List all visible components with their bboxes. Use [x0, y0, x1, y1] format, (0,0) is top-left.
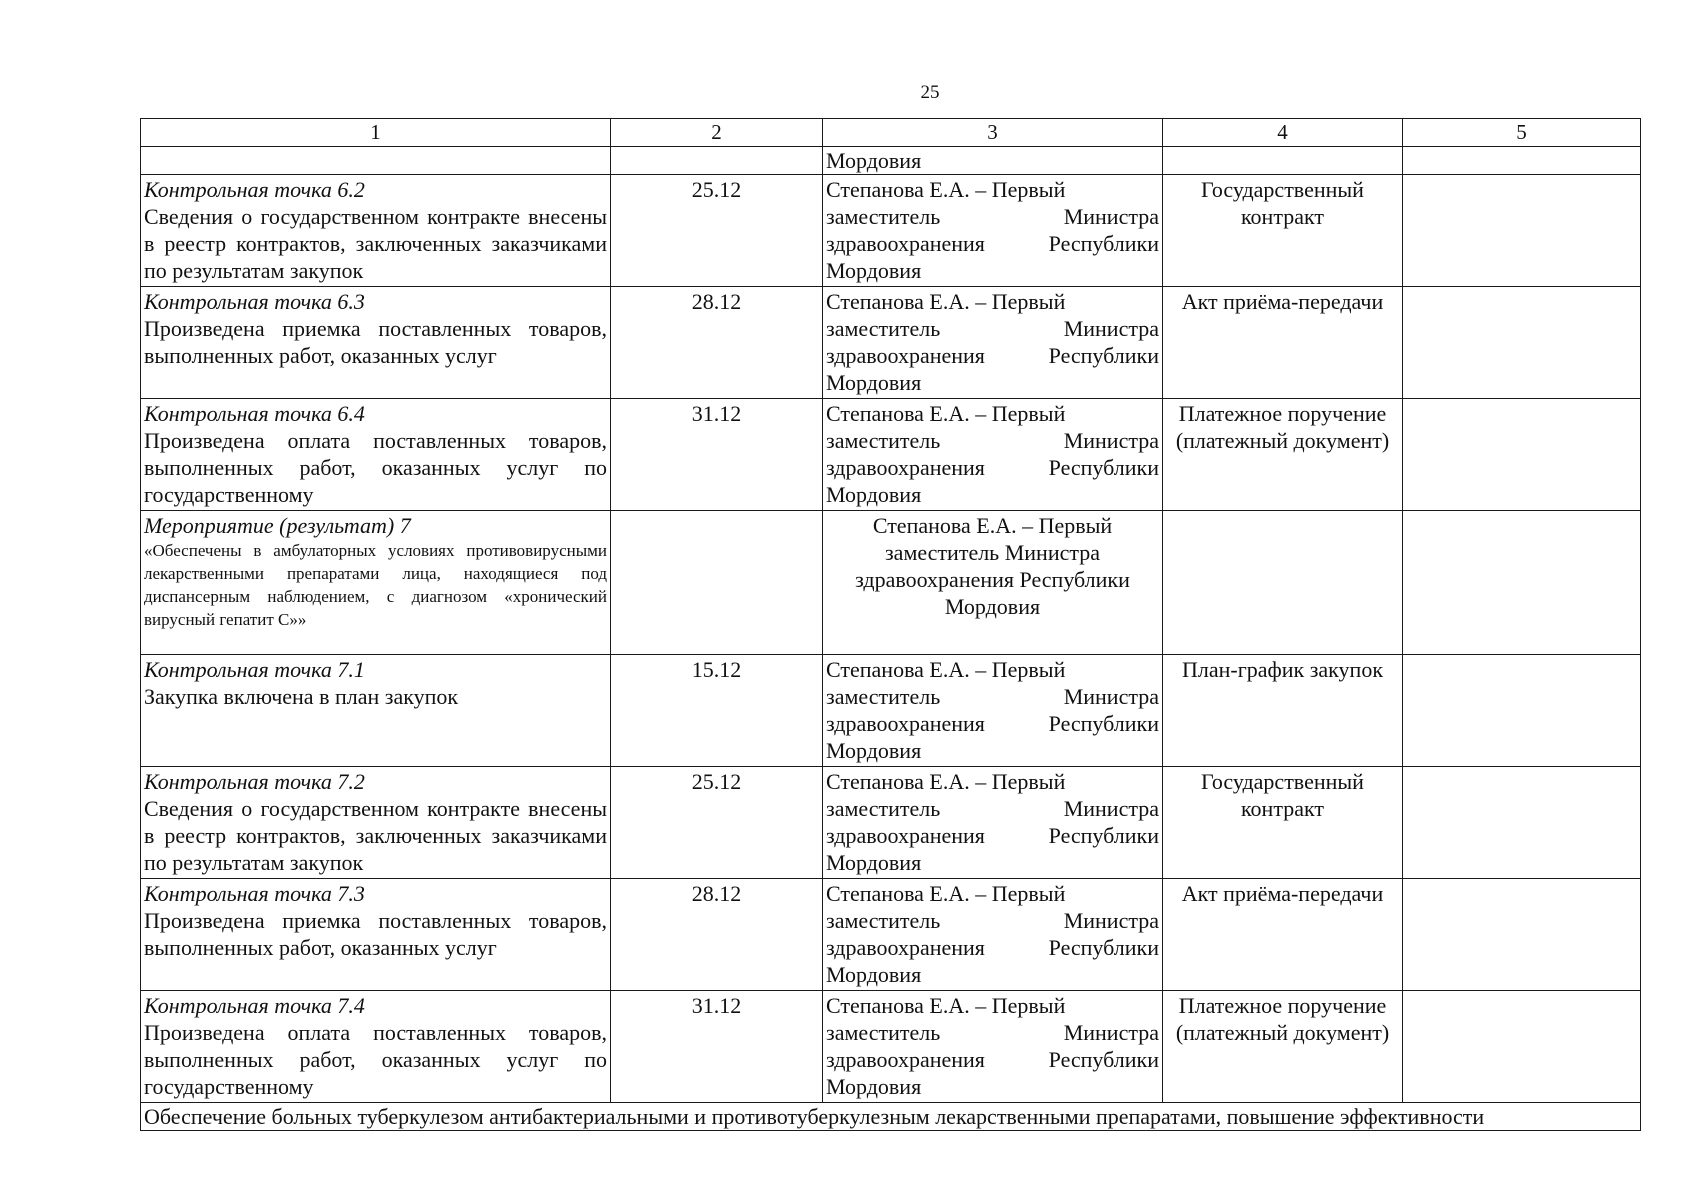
responsible-position: заместитель Министра здравоохранения Республики Мордовия	[826, 316, 1159, 395]
control-points-table	[140, 118, 1641, 1131]
control-point-title: Контрольная точка 7.1	[144, 657, 365, 682]
control-point-title: Контрольная точка 6.3	[144, 289, 365, 314]
responsible-person	[823, 287, 1163, 399]
control-point-row	[141, 175, 1641, 287]
page-number: 25	[920, 82, 940, 103]
description-cell	[141, 767, 611, 879]
responsible-position: заместитель Министра здравоохранения Республики Мордовия	[826, 796, 1159, 875]
responsible-name: Степанова Е.А. – Первый	[826, 881, 1066, 906]
item-description: Произведена приемка поставленных товаров, выполненных работ, оказанных услуг	[144, 908, 607, 960]
column-5-cell	[1403, 767, 1641, 879]
item-description: Произведена оплата поставленных товаров, выполненных работ, оказанных услуг по государственному	[144, 428, 607, 507]
deadline-date: 28.12	[611, 287, 823, 399]
column-5-cell	[1403, 991, 1641, 1103]
control-point-title: Контрольная точка 7.2	[144, 769, 365, 794]
responsible-position: заместитель Министра здравоохранения Республики Мордовия	[826, 428, 1159, 507]
description-cell	[141, 655, 611, 767]
item-description: «Обеспечены в амбулаторных условиях противовирусными лекарственными препаратами лица, находящиеся под диспансерным наблюдением, с диагнозом «хронический вирусный гепатит С»»	[144, 541, 607, 629]
responsible-position: заместитель Министра здравоохранения Республики Мордовия	[826, 204, 1159, 283]
document-type: Государственный контракт	[1163, 767, 1403, 879]
column-number-4: 4	[1163, 119, 1403, 147]
document-type: План-график закупок	[1163, 655, 1403, 767]
deadline-date: 25.12	[611, 175, 823, 287]
control-point-title: Контрольная точка 6.2	[144, 177, 365, 202]
responsible-name: Степанова Е.А. – Первый	[826, 769, 1066, 794]
description-cell	[141, 511, 611, 655]
control-point-row	[141, 399, 1641, 511]
control-point-row	[141, 991, 1641, 1103]
control-point-title: Контрольная точка 6.4	[144, 401, 365, 426]
item-description: Закупка включена в план закупок	[144, 684, 459, 709]
deadline-date: 28.12	[611, 879, 823, 991]
section-heading: Обеспечение больных туберкулезом антибактериальными и противотуберкулезным лекарственными препаратами, повышение эффективности	[141, 1103, 1641, 1131]
responsible-name: Степанова Е.А. – Первый	[826, 177, 1066, 202]
description-cell	[141, 991, 611, 1103]
description-cell	[141, 399, 611, 511]
document-type: Платежное поручение (платежный документ)	[1163, 991, 1403, 1103]
column-number-1: 1	[141, 119, 611, 147]
responsible-person	[823, 175, 1163, 287]
column-number-3: 3	[823, 119, 1163, 147]
section-heading-row	[141, 1103, 1641, 1131]
continuation-cell-1	[141, 147, 611, 175]
control-point-row	[141, 287, 1641, 399]
item-description: Произведена приемка поставленных товаров, выполненных работ, оказанных услуг	[144, 316, 607, 368]
event-row	[141, 511, 1641, 655]
description-cell	[141, 175, 611, 287]
responsible-position: заместитель Министра здравоохранения Республики Мордовия	[826, 1020, 1159, 1099]
item-description: Произведена оплата поставленных товаров, выполненных работ, оказанных услуг по государственному	[144, 1020, 607, 1099]
description-cell	[141, 287, 611, 399]
control-point-title: Контрольная точка 7.3	[144, 881, 365, 906]
responsible-person	[823, 399, 1163, 511]
responsible-name: Степанова Е.А. – Первый	[826, 401, 1066, 426]
continuation-cell-5	[1403, 147, 1641, 175]
column-5-cell	[1403, 511, 1641, 655]
deadline-date: 31.12	[611, 991, 823, 1103]
column-5-cell	[1403, 175, 1641, 287]
deadline-date	[611, 511, 823, 655]
document-type	[1163, 511, 1403, 655]
responsible-person	[823, 655, 1163, 767]
responsible-name: Степанова Е.А. – Первый	[826, 657, 1066, 682]
responsible-name: Степанова Е.А. – Первый	[826, 289, 1066, 314]
responsible-name: Степанова Е.А. – Первый	[826, 993, 1066, 1018]
deadline-date: 31.12	[611, 399, 823, 511]
column-number-row	[141, 119, 1641, 147]
responsible-position: заместитель Министра здравоохранения Республики Мордовия	[826, 684, 1159, 763]
responsible-person: Степанова Е.А. – Первый заместитель Министра здравоохранения Республики Мордовия	[823, 511, 1163, 655]
continuation-cell-2	[611, 147, 823, 175]
responsible-person	[823, 767, 1163, 879]
control-point-row	[141, 879, 1641, 991]
column-5-cell	[1403, 399, 1641, 511]
deadline-date: 15.12	[611, 655, 823, 767]
column-5-cell	[1403, 287, 1641, 399]
event-title: Мероприятие (результат) 7	[144, 513, 411, 538]
control-point-title: Контрольная точка 7.4	[144, 993, 365, 1018]
document-type: Государственный контракт	[1163, 175, 1403, 287]
responsible-person	[823, 991, 1163, 1103]
column-5-cell	[1403, 655, 1641, 767]
deadline-date: 25.12	[611, 767, 823, 879]
control-point-row	[141, 655, 1641, 767]
column-number-5: 5	[1403, 119, 1641, 147]
continuation-cell-4	[1163, 147, 1403, 175]
continuation-responsible: Мордовия	[823, 147, 1163, 175]
continuation-row	[141, 147, 1641, 175]
responsible-person	[823, 879, 1163, 991]
item-description: Сведения о государственном контракте внесены в реестр контрактов, заключенных заказчиками по результатам закупок	[144, 204, 607, 283]
column-number-2: 2	[611, 119, 823, 147]
document-type: Акт приёма-передачи	[1163, 879, 1403, 991]
item-description: Сведения о государственном контракте внесены в реестр контрактов, заключенных заказчиками по результатам закупок	[144, 796, 607, 875]
responsible-position: заместитель Министра здравоохранения Республики Мордовия	[826, 908, 1159, 987]
document-type: Акт приёма-передачи	[1163, 287, 1403, 399]
control-point-row	[141, 767, 1641, 879]
description-cell	[141, 879, 611, 991]
document-type: Платежное поручение (платежный документ)	[1163, 399, 1403, 511]
column-5-cell	[1403, 879, 1641, 991]
